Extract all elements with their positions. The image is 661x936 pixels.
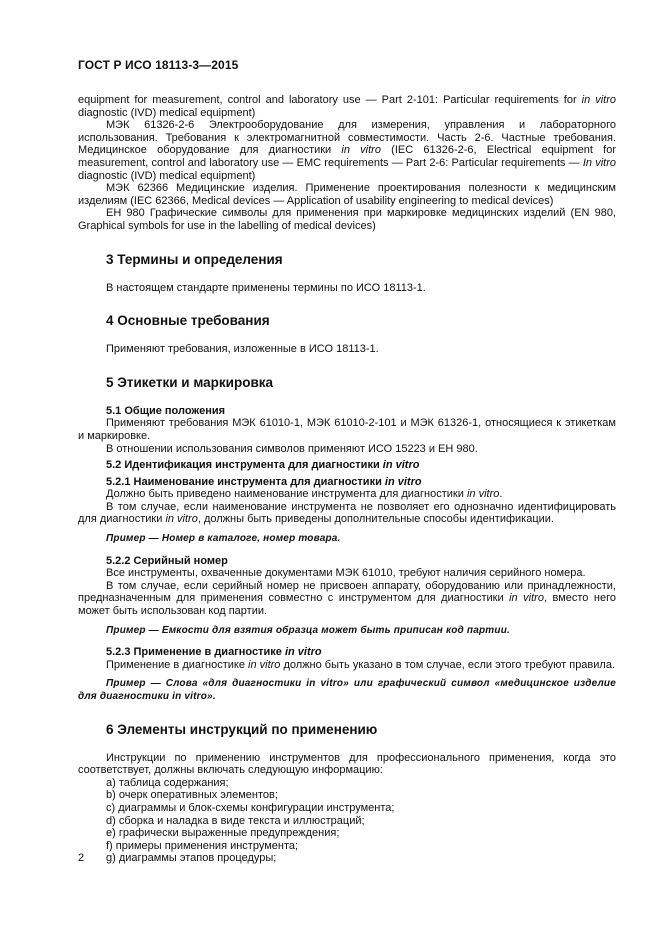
normative-reference-en-980: ЕН 980 Графические символы для применения при маркировке медицинских изделий (EN 980, Graphical symbols for use in the labelling of medical devices) xyxy=(78,207,616,232)
page-content xyxy=(78,94,616,865)
subsection-5-1-text-2: В отношении использования символов применяют ИСО 15223 и ЕН 980. xyxy=(106,442,478,455)
example-5-2-3: Пример — Слова «для диагностики in vitro» или графический символ «медицинское изделие для диагностики in vitro». xyxy=(78,678,616,702)
normative-reference-continued: equipment for measurement, control and laboratory use — Part 2-101: Particular requirements for in vitro diagnostic (IVD) medical equipment) xyxy=(78,94,617,119)
list-item: a) таблица содержания; xyxy=(106,776,229,789)
list-item: b) очерк оперативных элементов; xyxy=(106,789,278,802)
section-6-list xyxy=(78,777,616,865)
section-3-text: В настоящем стандарте применены термины по ИСО 18113-1. xyxy=(106,281,426,294)
section-4-text: Применяют требования, изложенные в ИСО 18113-1. xyxy=(106,343,379,356)
subsection-5-1-heading: 5.1 Общие положения xyxy=(106,404,226,417)
section-6-intro: Инструкции по применению инструментов для профессионального применения, когда это соответствует, должны включать следующую информацию: xyxy=(78,751,616,777)
subsection-5-1-text-1: Применяют требования МЭК 61010-1, МЭК 61010-2-101 и МЭК 61326-1, относящиеся к этикеткам и маркировке. xyxy=(78,417,616,442)
subsection-5-2-3-heading: 5.2.3 Применение в диагностике in vitro xyxy=(106,646,322,659)
list-item: f) примеры применения инструмента; xyxy=(106,839,299,852)
section-3-heading: 3 Термины и определения xyxy=(106,251,283,267)
subsection-5-2-1-text-1: Должно быть приведено наименование инструмента для диагностики in vitro. xyxy=(106,488,503,501)
subsection-5-2-1-heading: 5.2.1 Наименование инструмента для диагностики in vitro xyxy=(106,475,422,488)
page-number: 2 xyxy=(78,852,85,864)
subsection-5-2-heading: 5.2 Идентификация инструмента для диагностики in vitro xyxy=(106,459,420,472)
example-5-2-1: Пример — Номер в каталоге, номер товара. xyxy=(106,533,341,545)
section-4-heading: 4 Основные требования xyxy=(106,313,270,329)
subsection-5-2-3-text: Применение в диагностике in vitro должно быть указано в том случае, если этого требуют правила. xyxy=(106,658,616,671)
list-item: c) диаграммы и блок-схемы конфигурации инструмента; xyxy=(106,801,395,814)
section-6-heading: 6 Элементы инструкций по применению xyxy=(106,721,378,737)
subsection-5-2-1-text-2: В том случае, если наименование инструмента не позволяет его однозначно идентифицировать для диагностики in vitro, должны быть приведены дополнительные способы идентификации. xyxy=(78,500,616,526)
normative-reference-iec-61326-2-6: МЭК 61326-2-6 Электрооборудование для измерения, управления и лабораторного использования. Требования к электромагнитной совместимости. Часть 2-6. Частные требования. Медицинское оборудование для диагностики in vitro (IEC 61326-2-6, Electrical equipment for measurement, control and laboratory use — EMC requirements — Part 2-6: Particular requirements — In vitro diagnostic (IVD) medical equipment) xyxy=(78,119,616,182)
subsection-5-2-2-text-1: Все инструменты, охваченные документами МЭК 61010, требуют наличия серийного номера. xyxy=(106,567,586,580)
list-item: g) диаграммы этапов процедуры; xyxy=(106,852,277,865)
section-5-heading: 5 Этикетки и маркировка xyxy=(106,374,274,390)
subsection-5-2-2-text-2: В том случае, если серийный номер не присвоен аппарату, оборудованию или принадлежности, предназначенным для применения совместно с инструментом для диагностики in vitro, вместо него может быть использован код партии. xyxy=(78,579,616,618)
normative-reference-iec-62366: МЭК 62366 Медицинские изделия. Применение проектирования полезности к медицинским изделиям (IEC 62366, Medical devices — Application of usability engineering to medical devices) xyxy=(78,182,616,207)
list-item: e) графически выраженные предупреждения; xyxy=(106,827,340,840)
subsection-5-2-2-heading: 5.2.2 Серийный номер xyxy=(106,554,228,567)
document-header-title: ГОСТ Р ИСО 18113-3—2015 xyxy=(78,58,239,72)
example-5-2-2: Пример — Емкости для взятия образца может быть приписан код партии. xyxy=(106,624,510,636)
list-item: d) сборка и наладка в виде текста и иллюстраций; xyxy=(106,814,365,827)
